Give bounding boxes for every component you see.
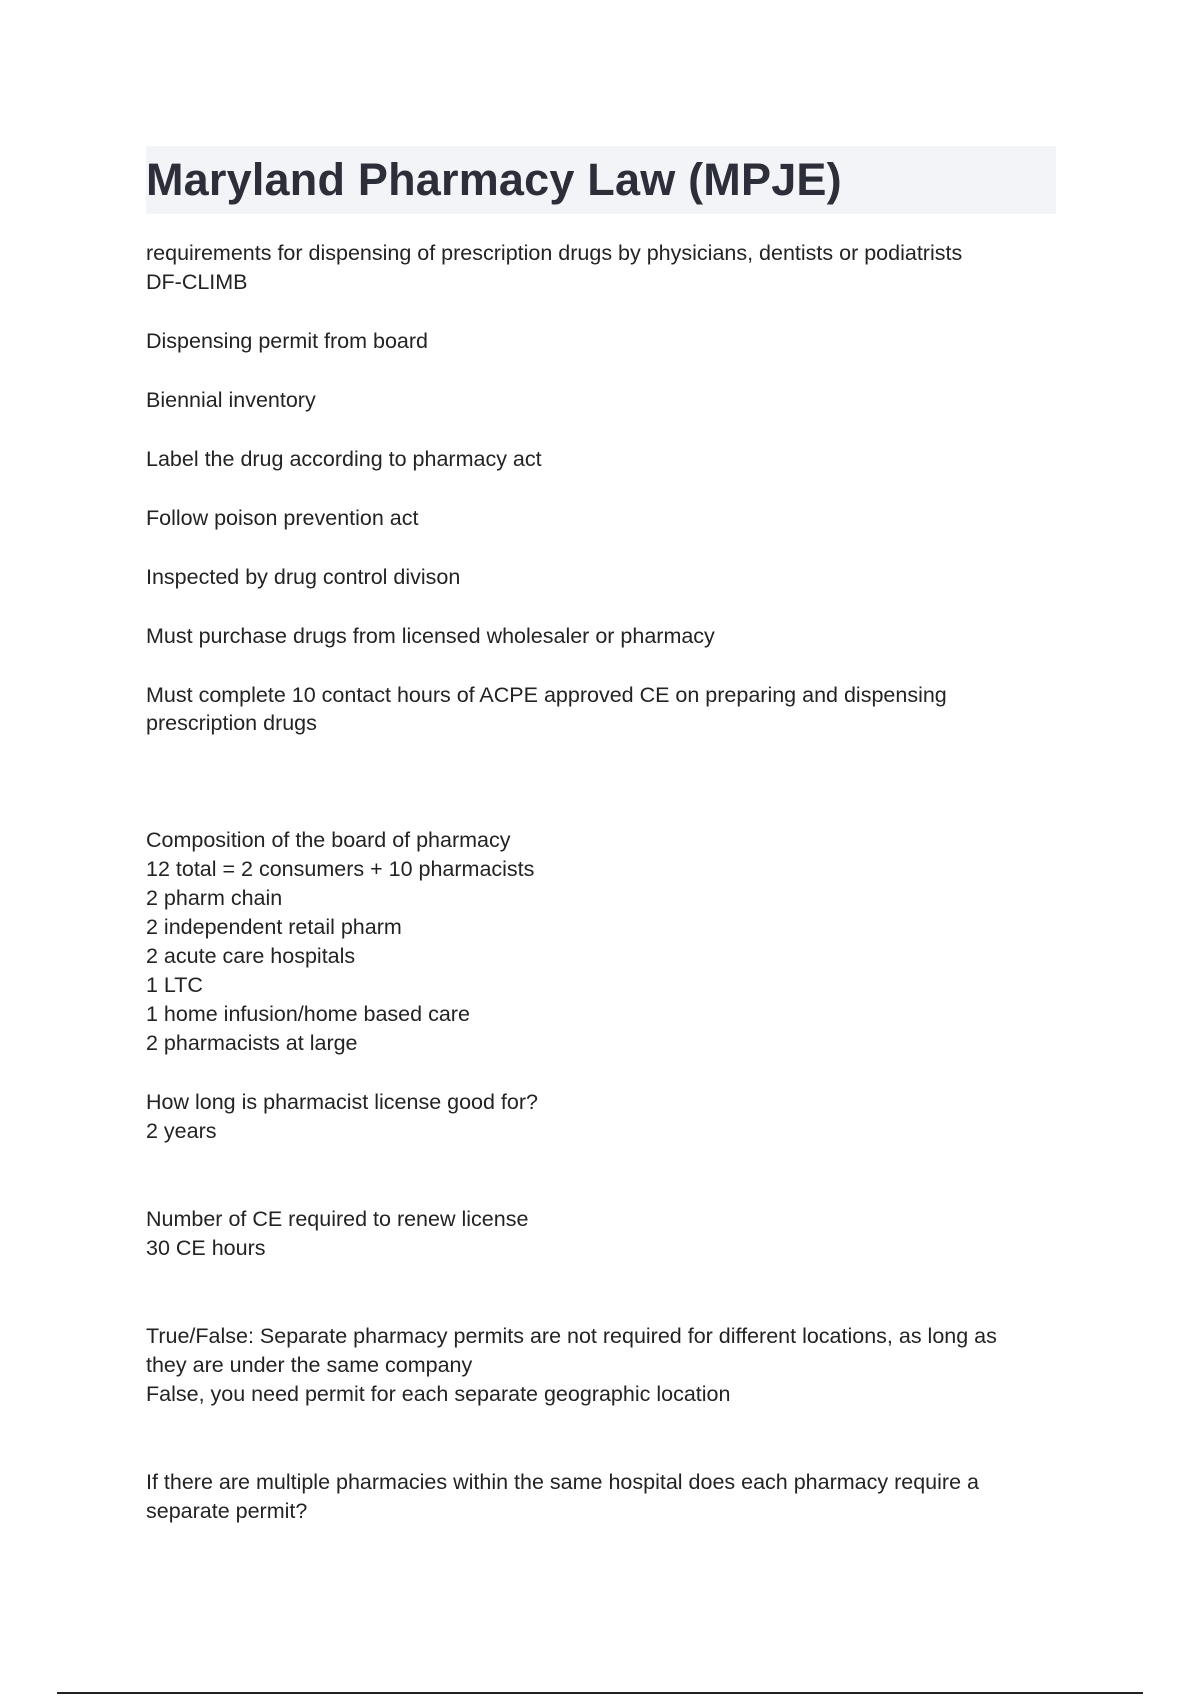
card-answer: 2 acute care hospitals <box>146 944 356 968</box>
list-item: Must complete 10 contact hours of ACPE approved CE on preparing and dispensing <box>146 683 947 707</box>
list-item: Follow poison prevention act <box>146 506 419 530</box>
card-question: they are under the same company <box>146 1353 473 1377</box>
card-answer: 1 LTC <box>146 973 203 997</box>
card-answer: 2 independent retail pharm <box>146 915 402 939</box>
card-question: True/False: Separate pharmacy permits are not required for different locations, as long as <box>146 1324 997 1348</box>
card-question: requirements for dispensing of prescription drugs by physicians, dentists or podiatrists <box>146 241 963 265</box>
card-question: separate permit? <box>146 1499 308 1523</box>
card-answer: 2 pharm chain <box>146 886 283 910</box>
card-answer: 2 years <box>146 1119 217 1143</box>
card-question: Composition of the board of pharmacy <box>146 828 511 852</box>
card-question: If there are multiple pharmacies within the same hospital does each pharmacy require a <box>146 1470 979 1494</box>
card-question: How long is pharmacist license good for? <box>146 1090 538 1114</box>
card-answer: 2 pharmacists at large <box>146 1031 358 1055</box>
list-item: Label the drug according to pharmacy act <box>146 447 542 471</box>
card-answer: DF-CLIMB <box>146 270 248 294</box>
list-item: Dispensing permit from board <box>146 329 429 353</box>
card-answer: 30 CE hours <box>146 1236 266 1260</box>
page-title: Maryland Pharmacy Law (MPJE) <box>146 154 842 205</box>
card-answer: 1 home infusion/home based care <box>146 1002 470 1026</box>
page-bottom-rule <box>57 1692 1143 1694</box>
list-item: Biennial inventory <box>146 388 316 412</box>
list-item: Must purchase drugs from licensed wholesaler or pharmacy <box>146 624 715 648</box>
list-item: Inspected by drug control divison <box>146 565 461 589</box>
card-answer: False, you need permit for each separate geographic location <box>146 1382 731 1406</box>
card-answer: 12 total = 2 consumers + 10 pharmacists <box>146 857 535 881</box>
list-item: prescription drugs <box>146 711 317 735</box>
card-question: Number of CE required to renew license <box>146 1207 529 1231</box>
